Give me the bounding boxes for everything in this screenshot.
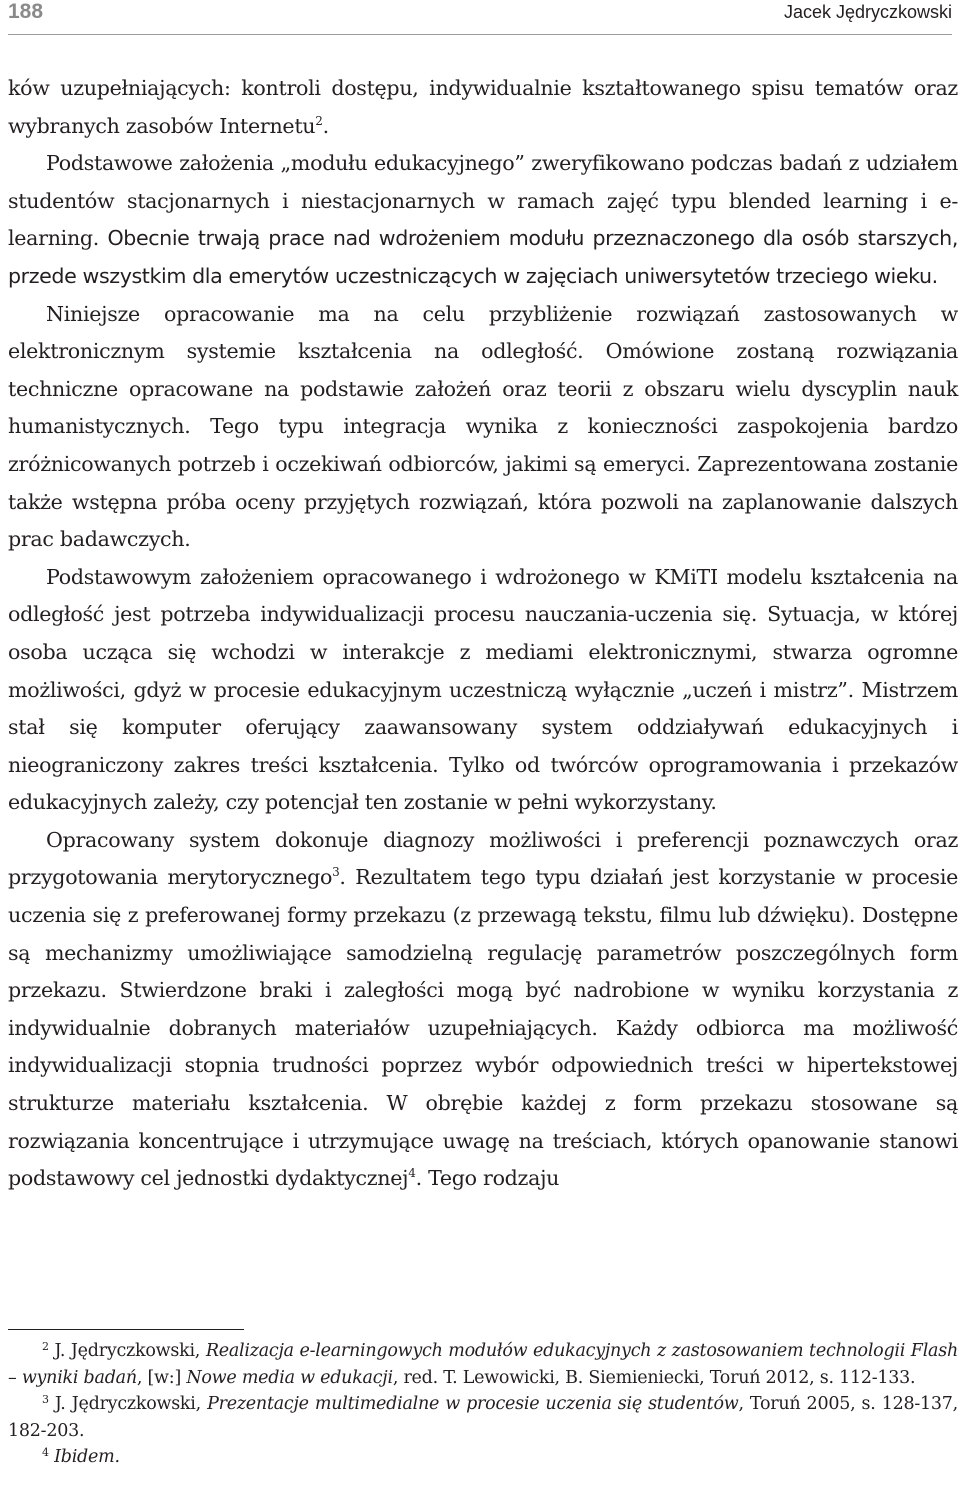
text-span: . [322,113,329,138]
paragraph [8,145,958,295]
paragraph [8,822,958,1198]
footnote-text: J. Jędryczkowski, [54,1341,206,1361]
text-span: . Rezultatem tego typu działań jest korzystanie w procesie uczenia się z preferowanej formy przekazu (z przewagą tekstu, filmu lub dźwięku). Dostępne są mechanizmy umożliwiające samodzielną regulację parametrów poszczególnych form przekazu. Stwierdzone braki i zaległości mogą być nadrobione w wyniku korzystania z indywidualnie dobranych materiałów uzupełniających. Każdy odbiorca ma możliwość indywidualizacji stopnia trudności poprzez wybór odpowiednich treści w hipertekstowej strukturze materiału kształcenia. W obrębie każdej z form przekazu stosowane są rozwiązania koncentrujące i utrzymujące uwagę na treściach, których opanowanie stanowi podstawowy cel jednostki dydaktycznej [8,865,958,1191]
footnote-text: , [w:] [136,1367,187,1388]
footnote-number: 4 [42,1446,49,1459]
footnotes [8,1338,958,1471]
footnote [8,1338,958,1391]
footnote-number: 2 [42,1340,49,1353]
paragraph: Niniejsze opracowanie ma na celu przybliżenie rozwiązań zastosowanych w elektronicznym systemie kształcenia na odległość. Omówione zostaną rozwiązania techniczne opracowane na podstawie założeń oraz teorii z obszaru wielu dyscyplin nauk humanistycznych. Tego typu integracja wynika z konieczności zaspokojenia bardzo zróżnicowanych potrzeb i oczekiwań odbiorców, jakimi są emeryci. Zaprezentowana zostanie także wstępna próba oceny przyjętych rozwiązań, która pozwoli na zaplanowanie dalszych prac badawczych. [8,301,958,552]
footnote-text: , Toruń 2005, s. 128-137, 182-203. [8,1394,958,1441]
paragraph [8,70,958,145]
footnote-title: Realizacja e-learningowych modułów edukacyjnych z zastosowaniem technologii Flash – wyniki badań [8,1341,958,1388]
footnote-title: Prezentacje multimedialne w procesie uczenia się studentów [207,1394,739,1414]
footnote-title: Ibidem. [54,1447,120,1467]
text-span-sans: Obecnie trwają prace nad wdrożeniem modułu przeznaczonego dla osób starszych, przede wszystkim dla emerytów uczestniczących w zajęciach uniwersytetów trzeciego wieku. [8,226,958,288]
footnote [8,1444,958,1471]
main-text [8,70,958,1198]
text-span: . Tego rodzaju [415,1166,560,1191]
footnote-text: , red. T. Lewowicki, B. Siemieniecki, Toruń 2012, s. 112-133. [392,1367,916,1388]
page-number: 188 [8,0,44,23]
footnote-ref: 3 [332,865,340,880]
running-head-author: Jacek Jędryczkowski [783,2,952,22]
footnote-ref: 4 [408,1166,416,1181]
text-span: Podstawowe założenia „modułu edukacyjnego” zweryfikowano podczas badań z udziałem studentów stacjonarnych i niestacjonarnych w ramach zajęć typu blended learning i e-learning. [8,151,958,251]
text-span: Opracowany system dokonuje diagnozy możliwości i preferencji poznawczych oraz przygotowania merytorycznego [8,827,958,890]
footnote-ref: 2 [315,113,323,128]
footnote-separator [8,1329,244,1330]
footnote-number: 3 [42,1393,49,1406]
footnote-text: J. Jędryczkowski, [54,1394,208,1414]
footnote [8,1391,958,1444]
footnote-title: Nowe media w edukacji [186,1367,393,1388]
paragraph: Podstawowym założeniem opracowanego i wdrożonego w KMiTI modelu kształcenia na odległość jest potrzeba indywidualizacji procesu nauczania-uczenia się. Sytuacja, w której osoba ucząca się wchodzi w interakcje z mediami elektronicznymi, stwarza ogromne możliwości, gdyż w procesie edukacyjnym uczestniczą wyłącznie „uczeń i mistrz”. Mistrzem stał się komputer oferujący zaawansowany system oddziaływań edukacyjnych i nieograniczony zakres treści kształcenia. Tylko od twórców oprogramowania i przekazów edukacyjnych zależy, czy potencjał ten zostanie w pełni wykorzystany. [8,564,958,815]
running-header [8,0,952,35]
text-span: ków uzupełniających: kontroli dostępu, indywidualnie kształtowanego spisu tematów oraz wybranych zasobów Internetu [8,76,958,138]
